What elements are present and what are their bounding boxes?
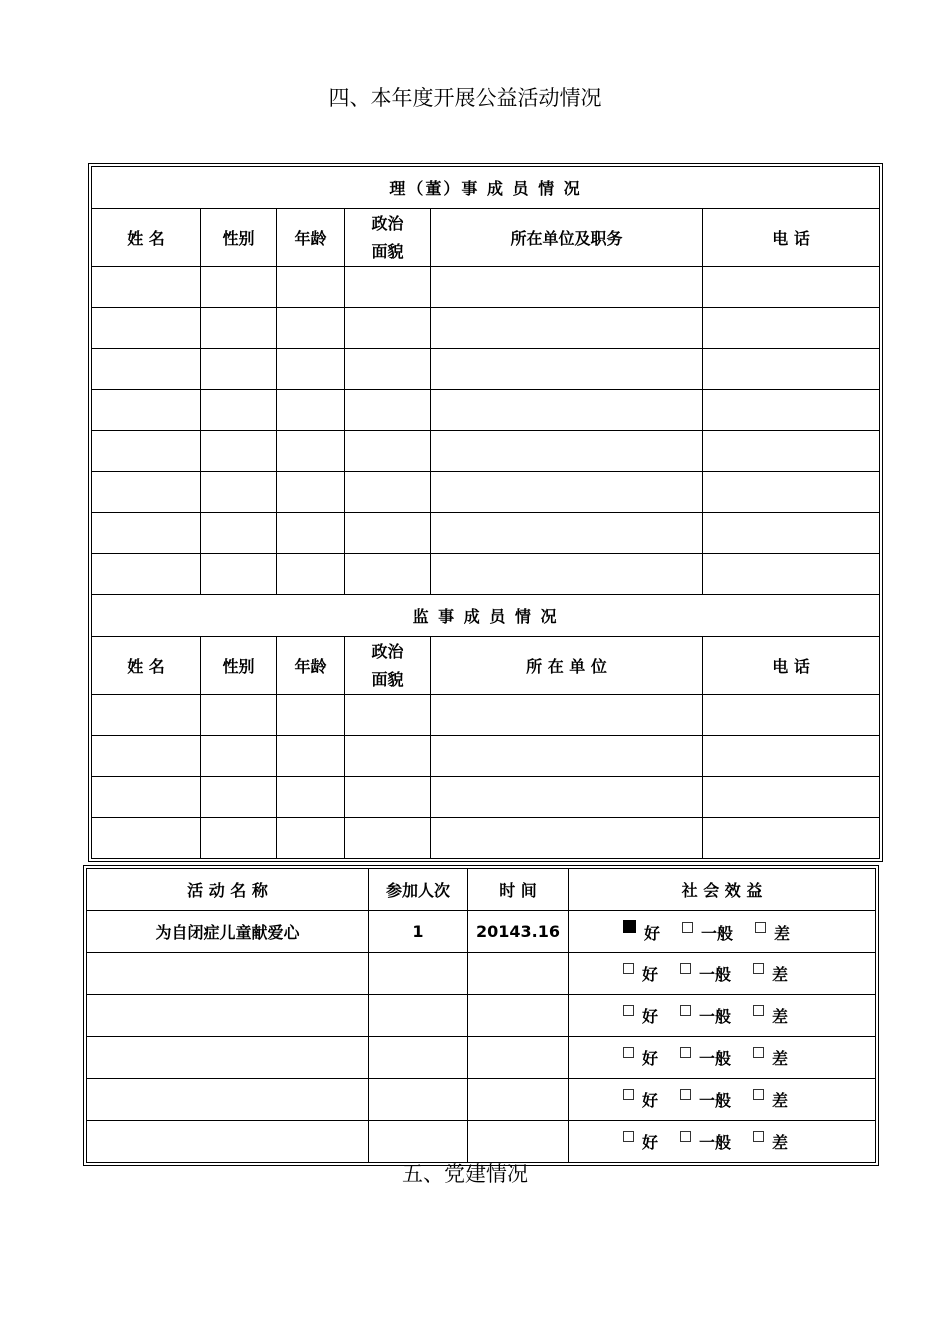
- board-member-cell-phone[interactable]: [703, 554, 880, 595]
- supervisor-cell-gender[interactable]: [201, 777, 277, 818]
- benefit-option-poor[interactable]: [755, 921, 790, 944]
- activity-time-cell[interactable]: [468, 1121, 569, 1163]
- benefit-option-label: 一般: [699, 1133, 732, 1152]
- board-member-cell-unit[interactable]: [431, 554, 703, 595]
- supervisor-cell-gender[interactable]: [201, 818, 277, 859]
- board-member-cell-phone[interactable]: [703, 267, 880, 308]
- supervisor-cell-name[interactable]: [92, 777, 201, 818]
- sup-col-header-phone: 电 话: [703, 637, 880, 695]
- supervisor-cell-age[interactable]: [277, 695, 345, 736]
- supervisor-row: [92, 777, 880, 818]
- activity-participants-cell[interactable]: [369, 995, 468, 1037]
- board-member-cell-gender[interactable]: [201, 472, 277, 513]
- board-member-cell-unit[interactable]: [431, 308, 703, 349]
- benefit-option-poor[interactable]: [753, 962, 788, 985]
- checkbox-icon[interactable]: [680, 1047, 691, 1058]
- supervisor-cell-age[interactable]: [277, 818, 345, 859]
- board-member-cell-political[interactable]: [345, 472, 431, 513]
- supervisor-cell-name[interactable]: [92, 695, 201, 736]
- activity-row: [87, 911, 876, 953]
- supervisor-cell-name[interactable]: [92, 818, 201, 859]
- col-header-time: 时 间: [468, 869, 569, 911]
- board-member-cell-political[interactable]: [345, 390, 431, 431]
- activity-time-cell[interactable]: 20143.16: [468, 911, 569, 953]
- board-member-cell-unit[interactable]: [431, 390, 703, 431]
- board-member-cell-name[interactable]: [92, 472, 201, 513]
- board-member-cell-unit[interactable]: [431, 472, 703, 513]
- checkbox-icon[interactable]: [623, 1047, 634, 1058]
- board-member-cell-name[interactable]: [92, 349, 201, 390]
- benefit-option-label: 好: [642, 1049, 659, 1068]
- social-benefit-options: [569, 911, 876, 953]
- col-header-age: 年龄: [277, 209, 345, 267]
- board-member-cell-age[interactable]: [277, 472, 345, 513]
- board-member-cell-name[interactable]: [92, 308, 201, 349]
- activity-name-cell[interactable]: [87, 1079, 369, 1121]
- board-member-cell-phone[interactable]: [703, 390, 880, 431]
- board-member-cell-gender[interactable]: [201, 431, 277, 472]
- benefit-option-good[interactable]: [623, 920, 660, 944]
- benefit-option-label: 好: [642, 1007, 659, 1026]
- supervisor-cell-unit[interactable]: [431, 818, 703, 859]
- board-member-cell-gender[interactable]: [201, 554, 277, 595]
- checkbox-icon[interactable]: [623, 963, 634, 974]
- board-member-cell-name[interactable]: [92, 431, 201, 472]
- activity-name-cell[interactable]: 为自闭症儿童献爱心: [87, 911, 369, 953]
- supervisor-row: [92, 695, 880, 736]
- activity-participants-cell[interactable]: [369, 953, 468, 995]
- sup-col-header-political: [345, 637, 431, 695]
- board-member-cell-age[interactable]: [277, 513, 345, 554]
- benefit-option-label: 好: [642, 965, 659, 984]
- activity-participants-cell[interactable]: 1: [369, 911, 468, 953]
- board-member-cell-gender[interactable]: [201, 349, 277, 390]
- supervisor-cell-phone[interactable]: [703, 695, 880, 736]
- sup-col-header-political-text: 政治面貌: [371, 641, 404, 689]
- benefit-option-fair[interactable]: [680, 1130, 731, 1153]
- board-member-cell-gender[interactable]: [201, 513, 277, 554]
- board-member-cell-political[interactable]: [345, 513, 431, 554]
- board-member-cell-gender[interactable]: [201, 390, 277, 431]
- board-member-cell-political[interactable]: [345, 308, 431, 349]
- checkbox-icon[interactable]: [680, 963, 691, 974]
- board-member-cell-age[interactable]: [277, 431, 345, 472]
- supervisor-cell-age[interactable]: [277, 777, 345, 818]
- sup-col-header-gender: 性别: [201, 637, 277, 695]
- activity-time-cell[interactable]: [468, 1079, 569, 1121]
- benefit-option-label: 好: [644, 923, 661, 943]
- board-member-cell-gender[interactable]: [201, 308, 277, 349]
- supervisor-cell-phone[interactable]: [703, 736, 880, 777]
- board-member-row: [92, 554, 880, 595]
- social-benefit-options: [569, 1037, 876, 1079]
- board-member-cell-political[interactable]: [345, 431, 431, 472]
- benefit-option-label: 差: [772, 1049, 789, 1068]
- section-5-title: 五、党建情况: [402, 1162, 528, 1186]
- board-members-heading: 理（董）事 成 员 情 况: [92, 167, 880, 209]
- checkbox-icon[interactable]: [753, 1089, 764, 1100]
- checkbox-icon[interactable]: [680, 1089, 691, 1100]
- board-member-row: [92, 472, 880, 513]
- benefit-option-label: 一般: [699, 1091, 732, 1110]
- benefit-option-poor[interactable]: [753, 1004, 788, 1027]
- board-member-cell-unit[interactable]: [431, 349, 703, 390]
- board-member-row: [92, 431, 880, 472]
- col-header-political-text: 政治面貌: [371, 213, 404, 261]
- board-member-row: [92, 513, 880, 554]
- col-header-participants: 参加人次: [369, 869, 468, 911]
- board-member-cell-phone[interactable]: [703, 472, 880, 513]
- checkbox-icon[interactable]: [623, 1131, 634, 1142]
- board-member-cell-age[interactable]: [277, 390, 345, 431]
- benefit-option-fair[interactable]: [680, 1088, 731, 1111]
- board-members-table: [91, 166, 880, 859]
- activity-participants-cell[interactable]: [369, 1121, 468, 1163]
- activity-name-cell[interactable]: [87, 1037, 369, 1079]
- social-benefit-options: [569, 1121, 876, 1163]
- col-header-social-benefit: 社 会 效 益: [569, 869, 876, 911]
- board-member-cell-unit[interactable]: [431, 267, 703, 308]
- benefit-option-label: 差: [772, 1133, 789, 1152]
- benefit-option-fair[interactable]: [680, 1004, 731, 1027]
- board-member-cell-name[interactable]: [92, 390, 201, 431]
- board-member-cell-age[interactable]: [277, 349, 345, 390]
- activity-row: [87, 995, 876, 1037]
- col-header-activity-name: 活 动 名 称: [87, 869, 369, 911]
- supervisor-cell-political[interactable]: [345, 777, 431, 818]
- activity-row: [87, 953, 876, 995]
- board-member-cell-phone[interactable]: [703, 349, 880, 390]
- benefit-option-fair[interactable]: [680, 1046, 731, 1069]
- benefit-option-label: 差: [772, 1007, 789, 1026]
- social-benefit-options: [569, 953, 876, 995]
- supervisor-cell-political[interactable]: [345, 736, 431, 777]
- benefit-option-label: 一般: [701, 923, 734, 943]
- sup-col-header-age: 年龄: [277, 637, 345, 695]
- board-member-cell-name[interactable]: [92, 267, 201, 308]
- benefit-option-good[interactable]: [623, 1004, 658, 1027]
- activity-row: [87, 1037, 876, 1079]
- benefit-option-good[interactable]: [623, 1088, 658, 1111]
- section-4-title: 四、本年度开展公益活动情况: [328, 86, 602, 110]
- benefit-option-fair[interactable]: [680, 962, 731, 985]
- board-member-cell-age[interactable]: [277, 308, 345, 349]
- col-header-unit: 所在单位及职务: [431, 209, 703, 267]
- sup-col-header-name: 姓 名: [92, 637, 201, 695]
- checkbox-icon[interactable]: [680, 1131, 691, 1142]
- activity-row: [87, 1079, 876, 1121]
- activity-row: [87, 1121, 876, 1163]
- benefit-option-good[interactable]: [623, 962, 658, 985]
- board-member-cell-unit[interactable]: [431, 431, 703, 472]
- supervisor-row: [92, 818, 880, 859]
- supervisor-cell-gender[interactable]: [201, 695, 277, 736]
- col-header-gender: 性别: [201, 209, 277, 267]
- activity-name-cell[interactable]: [87, 953, 369, 995]
- checkbox-icon[interactable]: [753, 1047, 764, 1058]
- board-member-cell-phone[interactable]: [703, 513, 880, 554]
- activity-time-cell[interactable]: [468, 1037, 569, 1079]
- supervisor-cell-phone[interactable]: [703, 818, 880, 859]
- benefit-option-fair[interactable]: [682, 921, 733, 944]
- benefit-option-label: 好: [642, 1091, 659, 1110]
- supervisor-cell-name[interactable]: [92, 736, 201, 777]
- board-member-cell-phone[interactable]: [703, 308, 880, 349]
- benefit-option-label: 一般: [699, 1007, 732, 1026]
- supervisor-cell-political[interactable]: [345, 818, 431, 859]
- checkbox-icon[interactable]: [623, 1005, 634, 1016]
- benefit-option-label: 好: [642, 1133, 659, 1152]
- benefit-option-good[interactable]: [623, 1130, 658, 1153]
- checkbox-icon[interactable]: [623, 1089, 634, 1100]
- board-member-cell-gender[interactable]: [201, 267, 277, 308]
- benefit-option-poor[interactable]: [753, 1046, 788, 1069]
- checkbox-icon[interactable]: [753, 963, 764, 974]
- benefit-option-label: 差: [772, 965, 789, 984]
- social-benefit-options: [569, 995, 876, 1037]
- supervisor-cell-age[interactable]: [277, 736, 345, 777]
- checkbox-icon[interactable]: [755, 922, 766, 933]
- supervisor-cell-unit[interactable]: [431, 695, 703, 736]
- activity-time-cell[interactable]: [468, 995, 569, 1037]
- board-member-row: [92, 267, 880, 308]
- supervisors-heading: 监 事 成 员 情 况: [92, 595, 880, 637]
- supervisor-row: [92, 736, 880, 777]
- benefit-option-label: 差: [772, 1091, 789, 1110]
- benefit-option-label: 差: [774, 923, 791, 943]
- benefit-option-poor[interactable]: [753, 1088, 788, 1111]
- checkbox-icon[interactable]: [682, 922, 693, 933]
- supervisor-cell-unit[interactable]: [431, 777, 703, 818]
- activity-participants-cell[interactable]: [369, 1079, 468, 1121]
- supervisor-cell-phone[interactable]: [703, 777, 880, 818]
- board-member-cell-phone[interactable]: [703, 431, 880, 472]
- checkbox-icon[interactable]: [753, 1131, 764, 1142]
- checkbox-icon[interactable]: [753, 1005, 764, 1016]
- board-member-row: [92, 390, 880, 431]
- board-member-cell-political[interactable]: [345, 267, 431, 308]
- benefit-option-good[interactable]: [623, 1046, 658, 1069]
- board-member-cell-political[interactable]: [345, 349, 431, 390]
- board-member-cell-unit[interactable]: [431, 513, 703, 554]
- social-benefit-options: [569, 1079, 876, 1121]
- activity-name-cell[interactable]: [87, 995, 369, 1037]
- supervisor-cell-unit[interactable]: [431, 736, 703, 777]
- benefit-option-label: 一般: [699, 1049, 732, 1068]
- board-member-cell-political[interactable]: [345, 554, 431, 595]
- benefit-option-label: 一般: [699, 965, 732, 984]
- board-member-row: [92, 308, 880, 349]
- board-member-cell-age[interactable]: [277, 267, 345, 308]
- sup-col-header-unit: 所 在 单 位: [431, 637, 703, 695]
- activity-participants-cell[interactable]: [369, 1037, 468, 1079]
- col-header-name: 姓 名: [92, 209, 201, 267]
- board-member-cell-age[interactable]: [277, 554, 345, 595]
- board-member-cell-name[interactable]: [92, 554, 201, 595]
- activities-table: [86, 868, 876, 1163]
- col-header-phone: 电 话: [703, 209, 880, 267]
- activity-name-cell[interactable]: [87, 1121, 369, 1163]
- supervisor-cell-political[interactable]: [345, 695, 431, 736]
- supervisor-cell-gender[interactable]: [201, 736, 277, 777]
- board-member-row: [92, 349, 880, 390]
- checkbox-icon[interactable]: [623, 920, 636, 933]
- activity-time-cell[interactable]: [468, 953, 569, 995]
- benefit-option-poor[interactable]: [753, 1130, 788, 1153]
- board-member-cell-name[interactable]: [92, 513, 201, 554]
- col-header-political: [345, 209, 431, 267]
- checkbox-icon[interactable]: [680, 1005, 691, 1016]
